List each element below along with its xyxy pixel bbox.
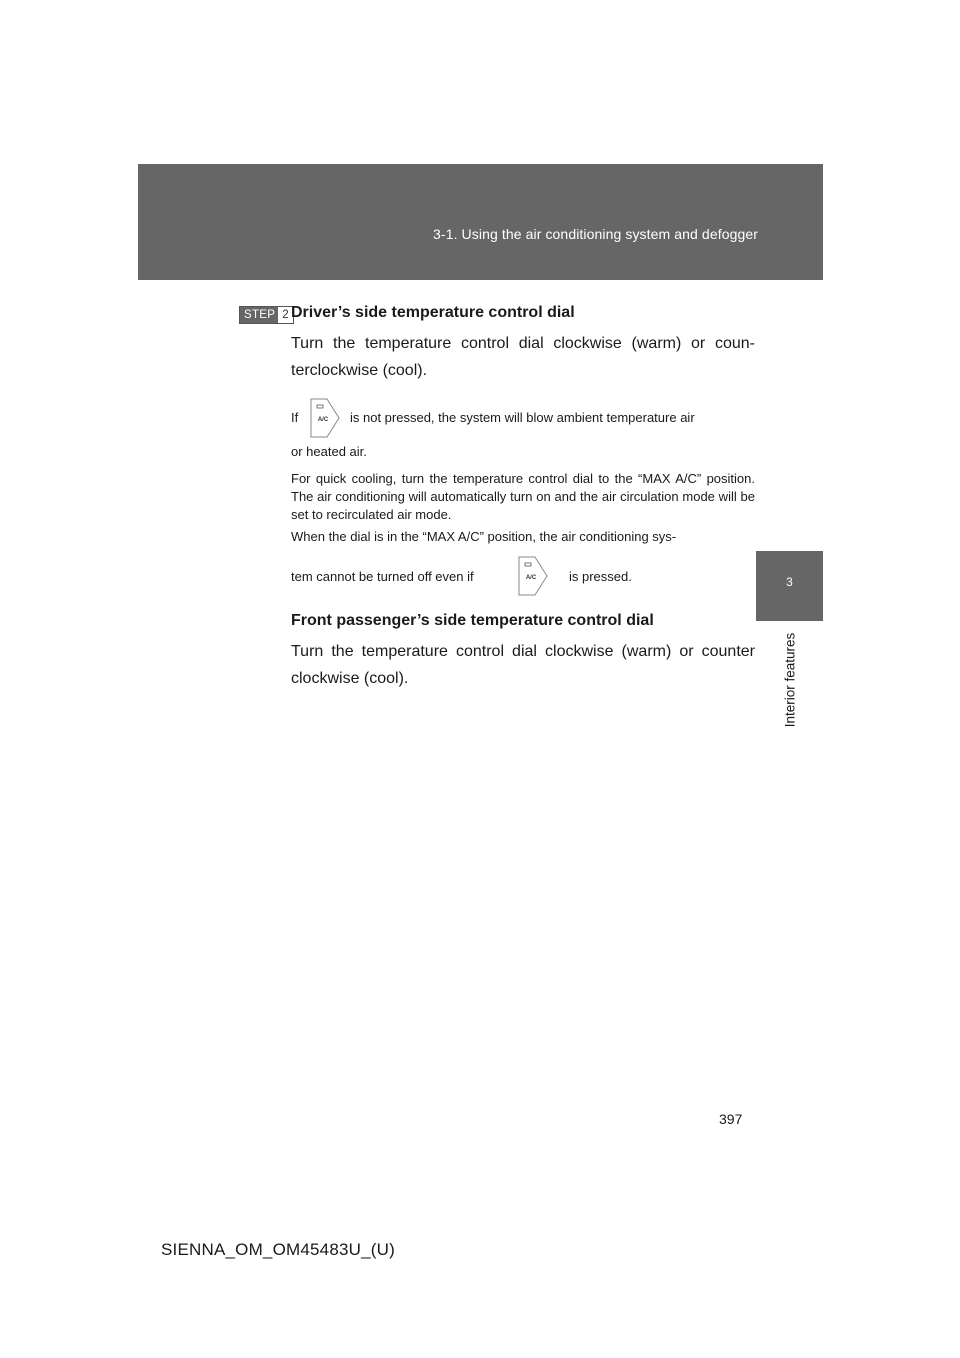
- note-max-ac-suffix: is pressed.: [569, 569, 632, 584]
- passenger-dial-heading: Front passenger’s side temperature control dial: [291, 612, 654, 629]
- section-header-band: [138, 164, 823, 280]
- step-number: 2: [278, 307, 292, 323]
- chapter-number: 3: [786, 575, 793, 589]
- ac-button-icon: [307, 397, 343, 439]
- note-quick-cooling: For quick cooling, turn the temperature control dial to the “MAX A/C” position. The air conditioning will automatically turn on and the air circulation mode will be set to recirculated air mode.: [291, 471, 755, 522]
- chapter-label: Interior features: [782, 632, 798, 728]
- ac-button-label: A/C: [525, 575, 537, 581]
- passenger-dial-body: Turn the temperature control dial clockwise (warm) or counter clockwise (cool).: [291, 643, 755, 687]
- step-word: STEP: [240, 307, 278, 323]
- note-max-ac-line1: When the dial is in the “MAX A/C” position, the air conditioning sys-: [291, 529, 677, 544]
- ac-button-label: A/C: [317, 417, 329, 423]
- note-ac-suffix: is not pressed, the system will blow ambient temperature air: [350, 410, 695, 425]
- driver-dial-heading: Driver’s side temperature control dial: [291, 304, 575, 321]
- note-ac-prefix: If: [291, 410, 299, 425]
- driver-dial-body: Turn the temperature control dial clockwise (warm) or coun-terclockwise (cool).: [291, 335, 755, 379]
- chapter-tab: [756, 551, 823, 621]
- note-max-ac-prefix: tem cannot be turned off even if: [291, 569, 474, 584]
- page-number: 397: [719, 1111, 743, 1127]
- step-badge: [239, 306, 294, 324]
- document-code: SIENNA_OM_OM45483U_(U): [161, 1240, 395, 1259]
- note-ac-line: [291, 410, 298, 425]
- note-ac-end: or heated air.: [291, 444, 367, 459]
- ac-button-icon: [515, 555, 551, 597]
- section-title: 3-1. Using the air conditioning system and defogger: [433, 226, 758, 242]
